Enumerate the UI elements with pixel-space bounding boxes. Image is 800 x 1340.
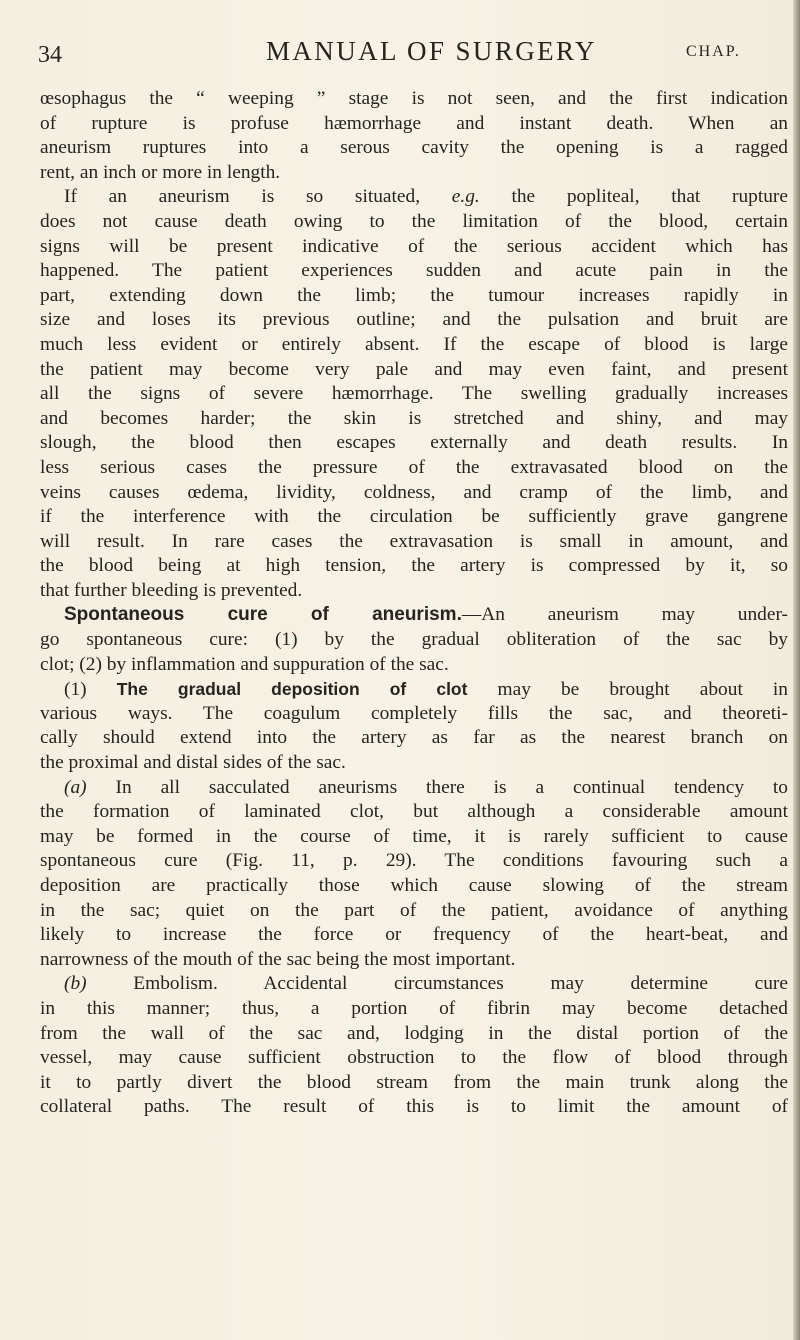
subheading-number: (1) xyxy=(64,679,117,701)
text-fragment: Embolism. Accidental circumstances may determine cure xyxy=(133,973,788,995)
page-number: 34 xyxy=(38,42,62,68)
text-line: does not cause death owing to the limitation of the blood, certain xyxy=(40,210,788,232)
text-line: spontaneous cure (Fig. 11, p. 29). The conditions favouring such a xyxy=(40,850,788,872)
subheading: The gradual deposition of clot xyxy=(116,679,468,700)
text-line: that further bleeding is prevented. xyxy=(40,579,303,601)
running-title: MANUAL OF SURGERY xyxy=(266,36,597,66)
text-line: if the interference with the circulation be sufficiently grave gangrene xyxy=(40,506,788,528)
text-line: of rupture is profuse hæmorrhage and instant death. When an xyxy=(40,112,788,134)
text-line: cally should extend into the artery as far as the nearest branch on xyxy=(40,727,788,749)
text-fragment: the popliteal, that rupture xyxy=(479,186,788,208)
body-text xyxy=(40,87,788,1120)
paragraph-marker: (b) xyxy=(64,973,87,995)
text-line: in the sac; quiet on the part of the patient, avoidance of anything xyxy=(40,899,788,921)
paragraph-marker: (a) xyxy=(64,776,87,798)
italic-abbreviation: e.g. xyxy=(451,186,480,208)
text-fragment: If an aneurism is so situated, xyxy=(64,186,452,208)
chapter-abbreviation: CHAP. xyxy=(686,43,741,60)
text-line: much less evident or entirely absent. If the escape of blood is large xyxy=(40,333,788,355)
section-heading-line xyxy=(40,603,788,628)
text-line xyxy=(40,776,788,801)
text-line: rent, an inch or more in length. xyxy=(40,161,281,183)
text-fragment: may be brought about in xyxy=(497,679,788,701)
text-line: deposition are practically those which cause slowing of the stream xyxy=(40,875,788,896)
text-line: signs will be present indicative of the serious accident which has xyxy=(40,235,788,257)
text-line xyxy=(40,185,788,210)
text-line: œsophagus the “ weeping ” stage is not seen, and the first indication xyxy=(40,88,788,109)
text-line: the formation of laminated clot, but although a considerable amount xyxy=(40,801,788,823)
text-line: in this manner; thus, a portion of fibrin may become detached xyxy=(40,997,788,1019)
text-line: collateral paths. The result of this is to limit the amount of xyxy=(40,1096,788,1118)
text-line: from the wall of the sac and, lodging in the distal portion of the xyxy=(40,1022,788,1044)
text-line: the proximal and distal sides of the sac. xyxy=(40,752,346,774)
text-line: narrowness of the mouth of the sac being the most important. xyxy=(40,948,516,970)
text-fragment: —An aneurism may under- xyxy=(461,604,788,626)
text-line: happened. The patient experiences sudden and acute pain in the xyxy=(40,260,788,282)
section-heading: Spontaneous cure of aneurism. xyxy=(64,604,462,626)
text-line: vessel, may cause sufficient obstruction to the flow of blood through xyxy=(40,1047,788,1069)
text-line: and becomes harder; the skin is stretched and shiny, and may xyxy=(40,407,788,429)
text-line: clot; (2) by inflammation and suppuration of the sac. xyxy=(40,653,449,675)
text-line: various ways. The coagulum completely fills the sac, and theoreti- xyxy=(40,702,788,724)
text-line: part, extending down the limb; the tumour increases rapidly in xyxy=(40,284,788,306)
text-fragment: In all sacculated aneurisms there is a continual tendency to xyxy=(115,776,788,798)
text-line: go spontaneous cure: (1) by the gradual obliteration of the sac by xyxy=(40,629,788,651)
text-line: aneurism ruptures into a serous cavity the opening is a ragged xyxy=(40,137,788,159)
running-header xyxy=(38,36,778,76)
text-line: it to partly divert the blood stream from the main trunk along the xyxy=(40,1071,788,1093)
text-line: less serious cases the pressure of the extravasated blood on the xyxy=(40,456,788,478)
text-line: may be formed in the course of time, it is rarely sufficient to cause xyxy=(40,825,788,847)
text-line: size and loses its previous outline; and the pulsation and bruit are xyxy=(40,309,788,331)
text-line: the patient may become very pale and may even faint, and present xyxy=(40,358,788,380)
text-line: will result. In rare cases the extravasation is small in amount, and xyxy=(40,530,788,552)
subheading-line xyxy=(40,677,788,702)
text-line: slough, the blood then escapes externally and death results. In xyxy=(40,432,788,454)
text-line: likely to increase the force or frequency of the heart-beat, and xyxy=(40,924,788,946)
text-line: veins causes œdema, lividity, coldness, and cramp of the limb, and xyxy=(40,481,788,503)
text-line xyxy=(40,972,788,997)
text-line: the blood being at high tension, the artery is compressed by it, so xyxy=(40,555,788,577)
text-line: all the signs of severe hæmorrhage. The swelling gradually increases xyxy=(40,383,788,405)
page-edge-shadow xyxy=(793,0,800,1340)
